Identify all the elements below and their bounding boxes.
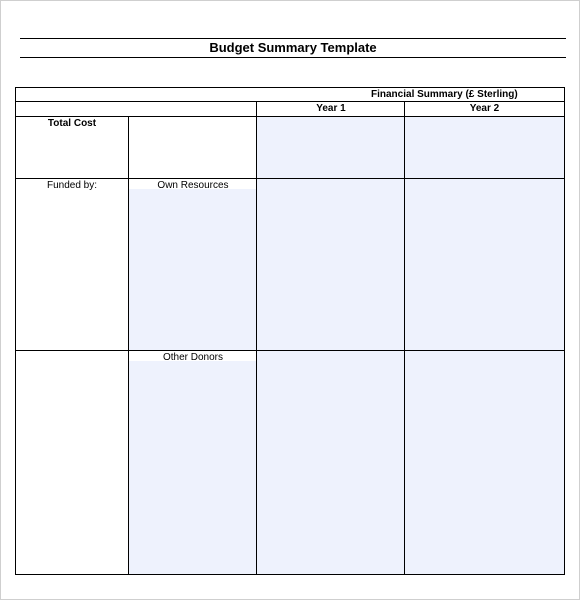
document-title: Budget Summary Template — [209, 40, 377, 55]
year1-header: Year 1 — [316, 103, 346, 114]
total-cost-label: Total Cost — [47, 118, 97, 129]
year1-column-divider — [256, 101, 257, 574]
total-cost-year2-cell[interactable] — [405, 117, 564, 179]
funded-by-label: Funded by: — [46, 180, 98, 191]
year2-header: Year 2 — [469, 103, 500, 114]
title-rule-bottom — [20, 57, 566, 58]
own-resources-cell[interactable] — [129, 189, 257, 351]
own-resources-row-divider — [16, 350, 564, 351]
own-resources-label: Own Resources — [157, 180, 229, 191]
financial-summary-header: Financial Summary (£ Sterling) — [371, 89, 518, 100]
other-donors-label: Other Donors — [162, 352, 224, 363]
own-resources-year2-cell[interactable] — [405, 179, 564, 351]
other-donors-year2-cell[interactable] — [405, 351, 564, 574]
year2-column-divider — [404, 101, 405, 574]
year-header-divider — [16, 116, 564, 117]
total-cost-row-divider — [16, 178, 564, 179]
total-cost-year1-cell[interactable] — [257, 117, 405, 179]
other-donors-year1-cell[interactable] — [257, 351, 405, 574]
other-donors-cell[interactable] — [129, 361, 257, 574]
own-resources-year1-cell[interactable] — [257, 179, 405, 351]
budget-summary-table — [15, 87, 565, 575]
